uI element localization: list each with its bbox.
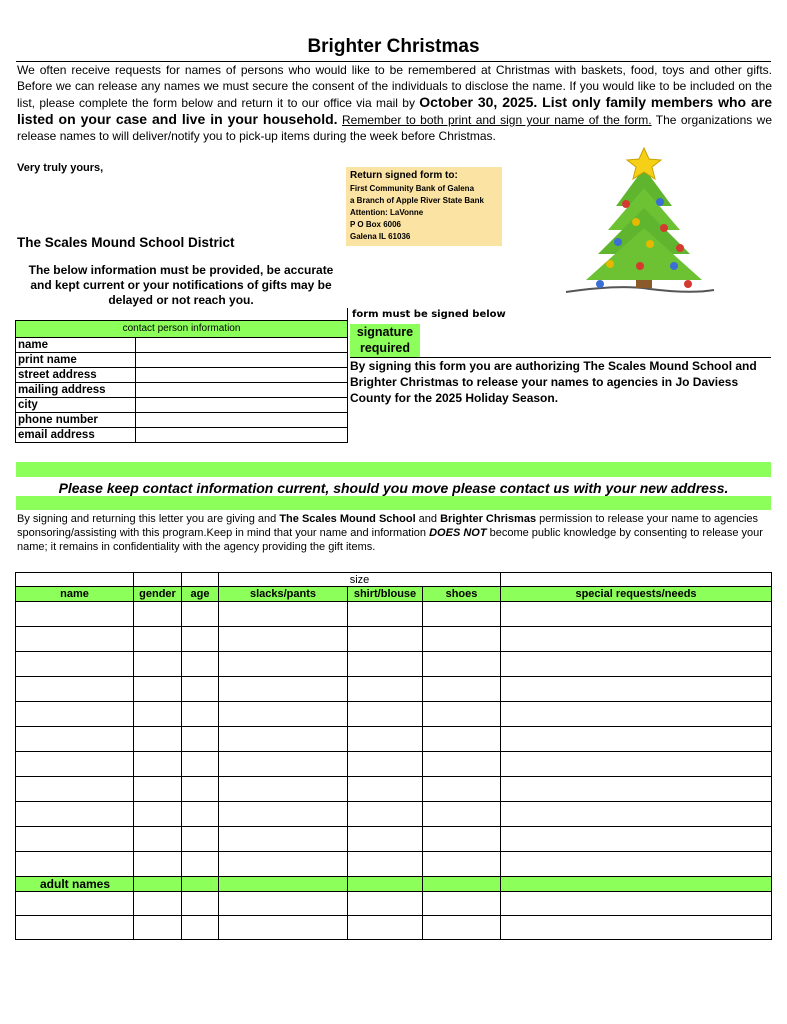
gift-table <box>15 572 772 940</box>
required-label: required <box>359 341 410 355</box>
table-row <box>16 752 772 777</box>
table-cell[interactable] <box>501 702 772 727</box>
return-line: Attention: LaVonne <box>350 208 424 217</box>
contact-field-label: city <box>16 398 136 413</box>
contact-field-label: mailing address <box>16 383 136 398</box>
table-cell[interactable] <box>134 652 182 677</box>
table-row <box>16 702 772 727</box>
table-cell[interactable] <box>501 602 772 627</box>
table-cell[interactable] <box>134 916 182 940</box>
deadline: October 30, 2025. <box>419 94 538 110</box>
org-name: The Scales Mound School <box>279 513 416 525</box>
contact-field-input[interactable] <box>136 338 348 353</box>
table-cell[interactable] <box>219 916 348 940</box>
return-line: a Branch of Apple River State Bank <box>350 196 484 205</box>
table-row <box>16 827 772 852</box>
table-cell[interactable] <box>501 852 772 877</box>
accuracy-notice: The below information must be provided, be accurate and kept current or your notifications of gifts may be delayed or not reach you. <box>28 263 334 307</box>
table-cell[interactable] <box>501 727 772 752</box>
contact-field-label: street address <box>16 368 136 383</box>
table-row <box>16 852 772 877</box>
table-row <box>16 602 772 627</box>
table-cell[interactable] <box>423 602 501 627</box>
table-cell[interactable] <box>348 702 423 727</box>
table-cell[interactable] <box>134 702 182 727</box>
table-cell[interactable] <box>501 627 772 652</box>
household-note: List only family members who are listed on your case and live in your household. <box>17 94 772 127</box>
table-cell[interactable] <box>182 677 219 702</box>
table-cell[interactable] <box>219 627 348 652</box>
contact-field-label: email address <box>16 428 136 443</box>
return-heading: Return signed form to: <box>350 170 458 181</box>
signature-required-box <box>350 324 420 357</box>
table-cell[interactable] <box>423 702 501 727</box>
table-cell[interactable] <box>134 777 182 802</box>
table-cell[interactable] <box>501 892 772 916</box>
table-cell[interactable] <box>134 827 182 852</box>
contact-field-label: phone number <box>16 413 136 428</box>
table-cell[interactable] <box>501 777 772 802</box>
table-cell[interactable] <box>16 802 134 827</box>
table-cell[interactable] <box>16 852 134 877</box>
table-cell[interactable] <box>16 752 134 777</box>
table-cell[interactable] <box>219 852 348 877</box>
table-row <box>16 802 772 827</box>
contact-table-header: contact person information <box>16 321 348 338</box>
table-cell[interactable] <box>219 652 348 677</box>
signature-label: signature <box>356 325 414 339</box>
table-cell[interactable] <box>182 892 219 916</box>
table-cell[interactable] <box>182 852 219 877</box>
table-cell[interactable] <box>182 702 219 727</box>
table-cell[interactable] <box>182 727 219 752</box>
table-cell[interactable] <box>348 677 423 702</box>
contact-field-input[interactable] <box>136 428 348 443</box>
table-cell[interactable] <box>348 777 423 802</box>
table-cell[interactable] <box>423 727 501 752</box>
table-cell[interactable] <box>423 827 501 852</box>
table-cell[interactable] <box>219 752 348 777</box>
table-cell[interactable] <box>134 602 182 627</box>
table-cell[interactable] <box>501 677 772 702</box>
table-cell[interactable] <box>16 652 134 677</box>
size-group-header: size <box>219 573 501 587</box>
table-cell[interactable] <box>501 827 772 852</box>
table-cell[interactable] <box>219 892 348 916</box>
contact-field-input[interactable] <box>136 383 348 398</box>
table-cell[interactable] <box>423 777 501 802</box>
intro-text: We often receive requests for names of persons who would like to be remembered at Christmas with baskets, food, toys and other gifts. Before we can release any names we must secure the consent of the individuals to disclose the name. If you would like to be included on the list, please complete the form below and return it to our office via mail by <box>17 63 772 110</box>
column-header: name <box>16 587 134 602</box>
table-row <box>16 727 772 752</box>
table-cell[interactable] <box>348 602 423 627</box>
table-cell[interactable] <box>134 627 182 652</box>
closing: Very truly yours, <box>17 162 104 174</box>
table-cell[interactable] <box>219 827 348 852</box>
table-cell[interactable] <box>219 702 348 727</box>
table-cell[interactable] <box>423 802 501 827</box>
table-cell[interactable] <box>501 916 772 940</box>
return-line: P O Box 6006 <box>350 220 401 229</box>
table-cell[interactable] <box>348 627 423 652</box>
remember-note: Remember to both print and sign your name of the form. <box>342 113 652 127</box>
table-row <box>16 627 772 652</box>
table-cell[interactable] <box>16 727 134 752</box>
table-cell[interactable] <box>16 702 134 727</box>
table-cell[interactable] <box>423 852 501 877</box>
table-cell[interactable] <box>501 752 772 777</box>
table-cell[interactable] <box>348 752 423 777</box>
table-cell[interactable] <box>423 892 501 916</box>
table-cell[interactable] <box>134 752 182 777</box>
table-row <box>16 652 772 677</box>
table-cell[interactable] <box>16 602 134 627</box>
table-cell[interactable] <box>134 802 182 827</box>
table-cell[interactable] <box>134 677 182 702</box>
table-cell[interactable] <box>423 627 501 652</box>
column-header: special requests/needs <box>501 587 772 602</box>
table-cell[interactable] <box>16 892 134 916</box>
table-cell[interactable] <box>348 802 423 827</box>
column-header: age <box>182 587 219 602</box>
return-line: First Community Bank of Galena <box>350 184 475 193</box>
column-header: shirt/blouse <box>348 587 423 602</box>
table-cell[interactable] <box>219 677 348 702</box>
table-cell[interactable] <box>219 802 348 827</box>
contact-field-input[interactable] <box>136 398 348 413</box>
adult-names-row <box>16 877 772 892</box>
contact-field-label: name <box>16 338 136 353</box>
keep-current-notice: Please keep contact information current, should you move please contact us with your new address. <box>58 480 729 496</box>
green-divider <box>16 496 771 510</box>
table-row <box>16 777 772 802</box>
intro-text-2: The organizations we release names to will deliver/notify you to pick-up items during the week before Christmas. <box>17 113 773 143</box>
christmas-tree-icon <box>560 144 720 304</box>
table-cell[interactable] <box>348 727 423 752</box>
return-line: Galena IL 61036 <box>350 232 411 241</box>
table-cell[interactable] <box>182 602 219 627</box>
permission-text: permission to release your name to agencies sponsoring/assisting with this program.Keep in mind that your name and information <box>17 513 759 539</box>
table-row <box>16 677 772 702</box>
table-cell[interactable] <box>16 627 134 652</box>
district-name: The Scales Mound School District <box>17 235 235 250</box>
table-cell[interactable] <box>134 892 182 916</box>
permission-text: and <box>415 513 441 525</box>
contact-field-input[interactable] <box>136 353 348 368</box>
org-name: Brighter Chrismas <box>440 513 537 525</box>
contact-field-label: print name <box>16 353 136 368</box>
table-cell[interactable] <box>16 916 134 940</box>
table-cell[interactable] <box>423 916 501 940</box>
table-cell[interactable] <box>182 777 219 802</box>
does-not-emphasis: DOES NOT <box>429 527 487 539</box>
return-address-box <box>346 167 502 246</box>
form-signed-note: form must be signed below <box>352 309 506 320</box>
table-row <box>16 916 772 940</box>
adult-names-label: adult names <box>16 877 134 892</box>
column-header: shoes <box>423 587 501 602</box>
table-cell[interactable] <box>182 802 219 827</box>
table-cell[interactable] <box>219 777 348 802</box>
permission-statement <box>17 512 772 554</box>
table-cell[interactable] <box>348 652 423 677</box>
table-cell[interactable] <box>501 652 772 677</box>
table-cell[interactable] <box>423 652 501 677</box>
authorization-statement: By signing this form you are authorizing The Scales Mound School and Brighter Christmas to release your names to agencies in Jo Daviess County for the 2025 Holiday Season. <box>350 359 757 405</box>
green-divider <box>16 462 771 477</box>
table-cell[interactable] <box>423 752 501 777</box>
page-title: Brighter Christmas <box>307 36 480 57</box>
table-cell[interactable] <box>501 802 772 827</box>
contact-field-input[interactable] <box>136 368 348 383</box>
table-cell[interactable] <box>348 827 423 852</box>
table-cell[interactable] <box>423 677 501 702</box>
permission-text: By signing and returning this letter you are giving and <box>17 513 280 525</box>
table-cell[interactable] <box>348 852 423 877</box>
table-cell[interactable] <box>348 892 423 916</box>
table-cell[interactable] <box>134 727 182 752</box>
table-cell[interactable] <box>16 777 134 802</box>
contact-field-input[interactable] <box>136 413 348 428</box>
table-row <box>16 892 772 916</box>
table-cell[interactable] <box>219 602 348 627</box>
table-cell[interactable] <box>16 827 134 852</box>
table-cell[interactable] <box>182 652 219 677</box>
table-cell[interactable] <box>219 727 348 752</box>
contact-table <box>15 308 348 443</box>
table-cell[interactable] <box>182 627 219 652</box>
table-cell[interactable] <box>134 852 182 877</box>
table-cell[interactable] <box>348 916 423 940</box>
gift-header-row <box>16 587 772 602</box>
table-cell[interactable] <box>182 827 219 852</box>
column-header: slacks/pants <box>219 587 348 602</box>
permission-text: become public knowledge by consenting to release your name; it remains in confidentiality with the agency providing the gift items. <box>17 527 763 553</box>
intro-paragraph <box>17 62 772 144</box>
table-cell[interactable] <box>16 677 134 702</box>
table-cell[interactable] <box>182 916 219 940</box>
table-cell[interactable] <box>182 752 219 777</box>
column-header: gender <box>134 587 182 602</box>
